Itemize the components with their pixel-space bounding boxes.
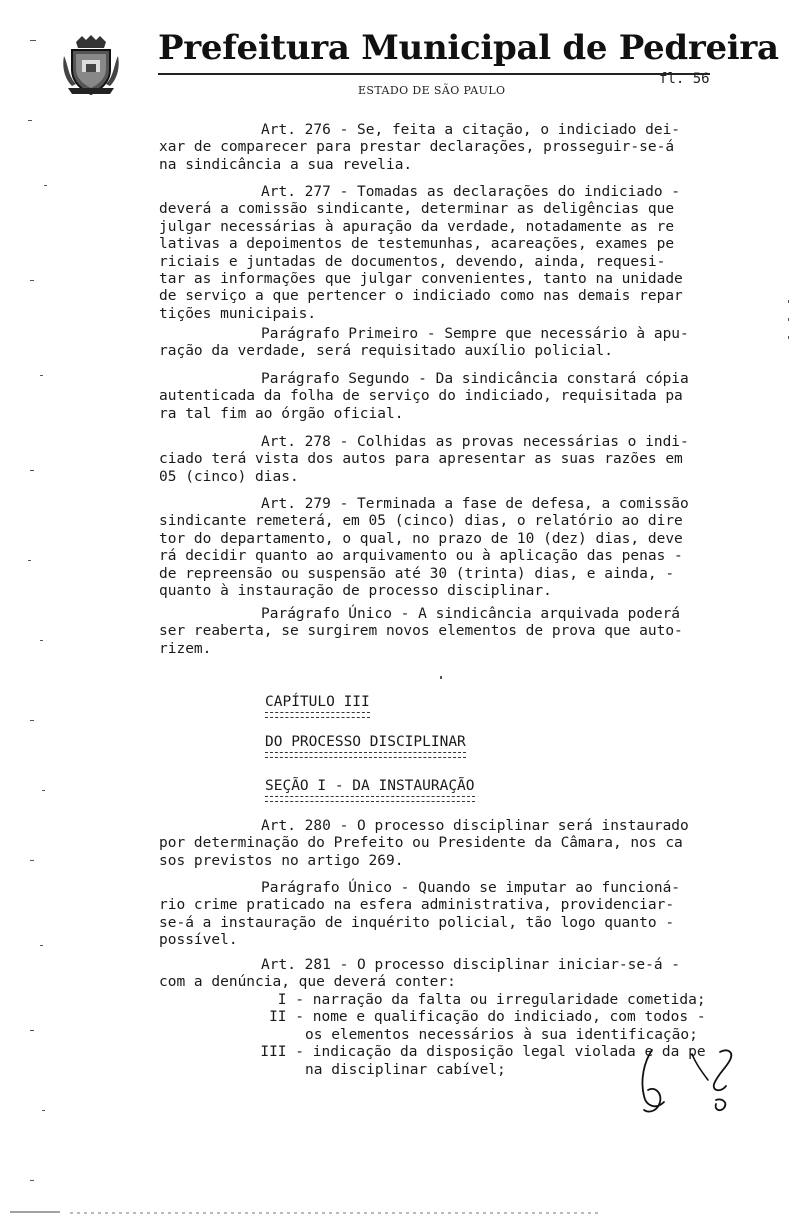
text-line: Art. 281 - O processo disciplinar iniciar-se-á - [261, 957, 681, 973]
heading-text: CAPÍTULO III [265, 694, 370, 710]
text-line: sindicante remeterá, em 05 (cinco) dias, o relatório ao dire [159, 513, 683, 530]
list-number: II - [269, 1009, 304, 1026]
text-line: possível. [159, 932, 238, 949]
text-line: julgar necessárias à apuração da verdade, notadamente as re [159, 218, 675, 235]
text-line: tor do departamento, o qual, no prazo de 10 (dez) dias, deve [159, 530, 683, 547]
list-continuation: os elementos necessários à sua identificação; [305, 1026, 698, 1043]
text-line: Art. 278 - Colhidas as provas necessárias o indi- [261, 434, 689, 450]
list-text: nome e qualificação do indiciado, com todos - [312, 1009, 706, 1026]
list-continuation: na disciplinar cabível; [305, 1061, 506, 1078]
text-line: rizem. [159, 640, 212, 657]
text-line: com a denúncia, que deverá conter: [159, 974, 456, 991]
state-subtitle: ESTADO DE SÃO PAULO [358, 84, 506, 97]
folio-number: fl. 56 [659, 71, 710, 87]
text-line: xar de comparecer para prestar declarações, prosseguir-se-á [159, 139, 675, 156]
text-line: Parágrafo Único - A sindicância arquivada poderá [261, 606, 681, 622]
text-line: tar as informações que julgar convenientes, tanto na unidade [159, 271, 683, 288]
text-line: Art. 276 - Se, feita a citação, o indiciado dei- [261, 122, 681, 138]
text-line: ração da verdade, será requisitado auxílio policial. [159, 343, 613, 360]
text-line: deverá a comissão sindicante, determinar as deligências que [159, 201, 675, 218]
text-line: Art. 277 - Tomadas as declarações do indiciado - [261, 184, 681, 200]
text-line: de serviço a que pertencer o indiciado como nas demais repar [159, 288, 683, 305]
text-line: ciado terá vista dos autos para apresentar as suas razões em [159, 451, 683, 468]
text-line: lativas a depoimentos de testemunhas, acareações, exames pe [159, 236, 675, 253]
text-line: Art. 280 - O processo disciplinar será instaurado [261, 818, 689, 834]
text-line: autenticada da folha de serviço do indiciado, requisitada pa [159, 388, 683, 405]
list-text: narração da falta ou irregularidade cometida; [312, 992, 706, 1008]
text-line: Parágrafo Segundo - Da sindicância constará cópia [261, 371, 689, 387]
text-line: Art. 279 - Terminada a fase de defesa, a comissão [261, 496, 689, 512]
text-line: quanto à instauração de processo disciplinar. [159, 583, 552, 600]
text-line: por determinação do Prefeito ou Presidente da Câmara, nos ca [159, 835, 683, 852]
text-line: tições municipais. [159, 305, 317, 322]
text-line: Parágrafo Único - Quando se imputar ao funcioná- [261, 880, 681, 896]
list-text: indicação da disposição legal violada e da pe [312, 1044, 706, 1061]
text-line: rá decidir quanto ao arquivamento ou à aplicação das penas - [159, 548, 683, 565]
heading-text: SEÇÃO I - DA INSTAURAÇÃO [265, 778, 475, 794]
heading-text: DO PROCESSO DISCIPLINAR [265, 734, 466, 750]
list-number: I - [277, 992, 304, 1008]
text-line: riciais e juntadas de documentos, devendo, ainda, requesi- [159, 253, 666, 270]
text-line: ra tal fim ao órgão oficial. [159, 405, 404, 422]
list-number: III - [260, 1044, 304, 1061]
text-line: Parágrafo Primeiro - Sempre que necessário à apu- [261, 326, 689, 342]
scan-bottom-edge [0, 1208, 800, 1218]
text-line: sos previstos no artigo 269. [159, 852, 404, 869]
text-line: se-á a instauração de inquérito policial, tão logo quanto - [159, 914, 675, 931]
text-line: 05 (cinco) dias. [159, 468, 299, 485]
text-line: rio crime praticado na esfera administrativa, providenciar- [159, 897, 675, 914]
text-line: na sindicância a sua revelia. [159, 156, 413, 173]
page-title: Prefeitura Municipal de Pedreira [158, 28, 779, 68]
text-line: de repreensão ou suspensão até 30 (trinta) dias, e ainda, - [159, 565, 675, 582]
text-line: ser reaberta, se surgirem novos elementos de prova que auto- [159, 623, 683, 640]
